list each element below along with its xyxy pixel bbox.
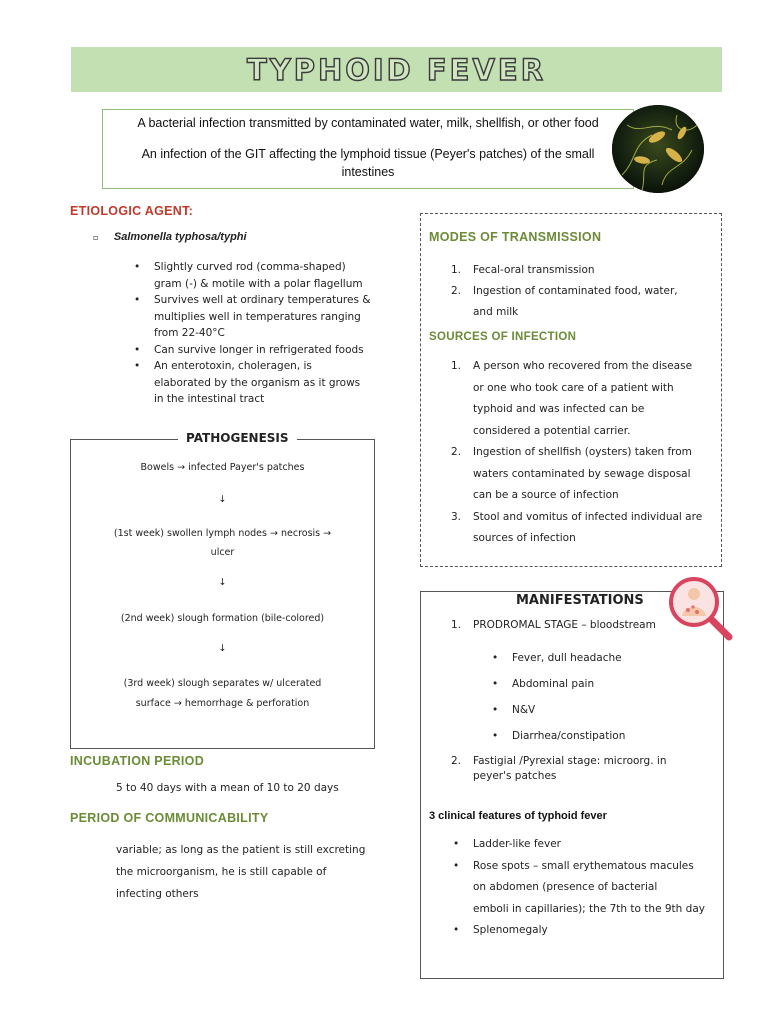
communicability-heading: PERIOD OF COMMUNICABILITY (70, 811, 269, 825)
list-item: 1. Fecal-oral transmission (451, 264, 595, 276)
pathogenesis-step: ulcer (210, 547, 235, 558)
transmission-list (451, 260, 713, 323)
list-item: or one who took care of a patient with (473, 381, 674, 394)
pathogenesis-step: surface → hemorrhage & perforation (135, 698, 310, 709)
list-item: typhoid and was infected can be (473, 403, 645, 415)
magnifier-icon (666, 574, 736, 644)
list-item: on abdomen (presence of bacterial (473, 881, 658, 893)
pathogenesis-step: (2nd week) slough formation (bile-colored) (120, 613, 325, 624)
list-item: elaborated by the organism as it grows (154, 376, 361, 389)
clinical-heading: 3 clinical features of typhoid fever (429, 810, 607, 822)
sources-heading: SOURCES OF INFECTION (429, 331, 577, 343)
pathogenesis-step: (1st week) swollen lymph nodes → necrosis → (113, 528, 332, 539)
incubation-heading: INCUBATION PERIOD (70, 754, 205, 768)
stage-1-bullets (492, 645, 625, 749)
square-bullet-icon: ▫ (93, 233, 99, 242)
list-item: from 22-40°C (154, 327, 225, 339)
down-arrow-icon: ↓ (218, 577, 227, 588)
down-arrow-icon: ↓ (218, 643, 227, 654)
list-item: and milk (473, 306, 519, 318)
pathogenesis-step: Bowels → infected Payer's patches (140, 462, 305, 473)
list-item: 3. Stool and vomitus of infected individual are (451, 510, 703, 523)
list-item: 2. Ingestion of contaminated food, water, (451, 285, 678, 297)
list-item: • Can survive longer in refrigerated foods (134, 343, 364, 356)
list-item: waters contaminated by sewage disposal (473, 467, 691, 480)
sources-list (451, 356, 713, 550)
list-item: • Abdominal pain (492, 678, 595, 690)
list-item: • An enterotoxin, choleragen, is (134, 360, 312, 372)
list-item: • Rose spots – small erythematous macules (453, 859, 694, 872)
list-item: • Splenomegaly (453, 924, 548, 936)
list-item: • Fever, dull headache (492, 652, 622, 664)
list-item: sources of infection (473, 532, 576, 544)
list-item: gram (-) & motile with a polar flagellum (154, 277, 363, 290)
definition-line-2: An infection of the GIT affecting the lymphoid tissue (Peyer's patches) of the small (141, 147, 595, 161)
incubation-text: 5 to 40 days with a mean of 10 to 20 days (116, 782, 339, 794)
agent-name: Salmonella typhosa/typhi (113, 231, 247, 243)
title-banner (71, 47, 722, 92)
definition-line-1: A bacterial infection transmitted by contaminated water, milk, shellfish, or other food (137, 116, 599, 130)
down-arrow-icon: ↓ (218, 494, 227, 505)
communicability-text: variable; as long as the patient is still excreting the microorganism, he is still capable of infecting others (116, 844, 366, 900)
agent-bullet (93, 230, 247, 243)
bacteria-image (612, 105, 704, 193)
list-item: • Ladder-like fever (453, 838, 561, 850)
list-item: in the intestinal tract (154, 393, 265, 405)
manifestations-heading: MANIFESTATIONS (510, 593, 650, 608)
list-item: • Slightly curved rod (comma-shaped) (134, 261, 346, 273)
definition-line-3: intestines (341, 165, 395, 179)
clinical-list (453, 834, 705, 942)
definition-box (102, 109, 634, 189)
pathogenesis-heading: PATHOGENESIS (178, 431, 297, 445)
list-item: • Survives well at ordinary temperatures & (134, 294, 371, 306)
list-item: can be a source of infection (473, 489, 619, 501)
list-item: • Diarrhea/constipation (492, 730, 626, 742)
list-item: • N&V (492, 704, 536, 716)
transmission-heading: MODES OF TRANSMISSION (429, 230, 602, 244)
list-item: 2. Ingestion of shellfish (oysters) taken from (451, 446, 692, 458)
list-item: emboli in capillaries); the 7th to the 9th day (473, 902, 705, 915)
list-item: 1. A person who recovered from the disease (451, 360, 693, 372)
stage-2: 2. Fastigial /Pyrexial stage: microorg. in peyer's patches (451, 755, 667, 782)
page-title: TYPHOID FEVER (246, 52, 547, 87)
pathogenesis-step: (3rd week) slough separates w/ ulcerated (123, 678, 322, 689)
list-item: considered a potential carrier. (473, 424, 631, 437)
etiologic-heading: ETIOLOGIC AGENT: (70, 204, 194, 218)
etiologic-bullet-list (134, 259, 370, 408)
list-item: multiplies well in temperatures ranging (154, 310, 361, 323)
stage-1: 1. PRODROMAL STAGE – bloodstream (451, 619, 656, 631)
